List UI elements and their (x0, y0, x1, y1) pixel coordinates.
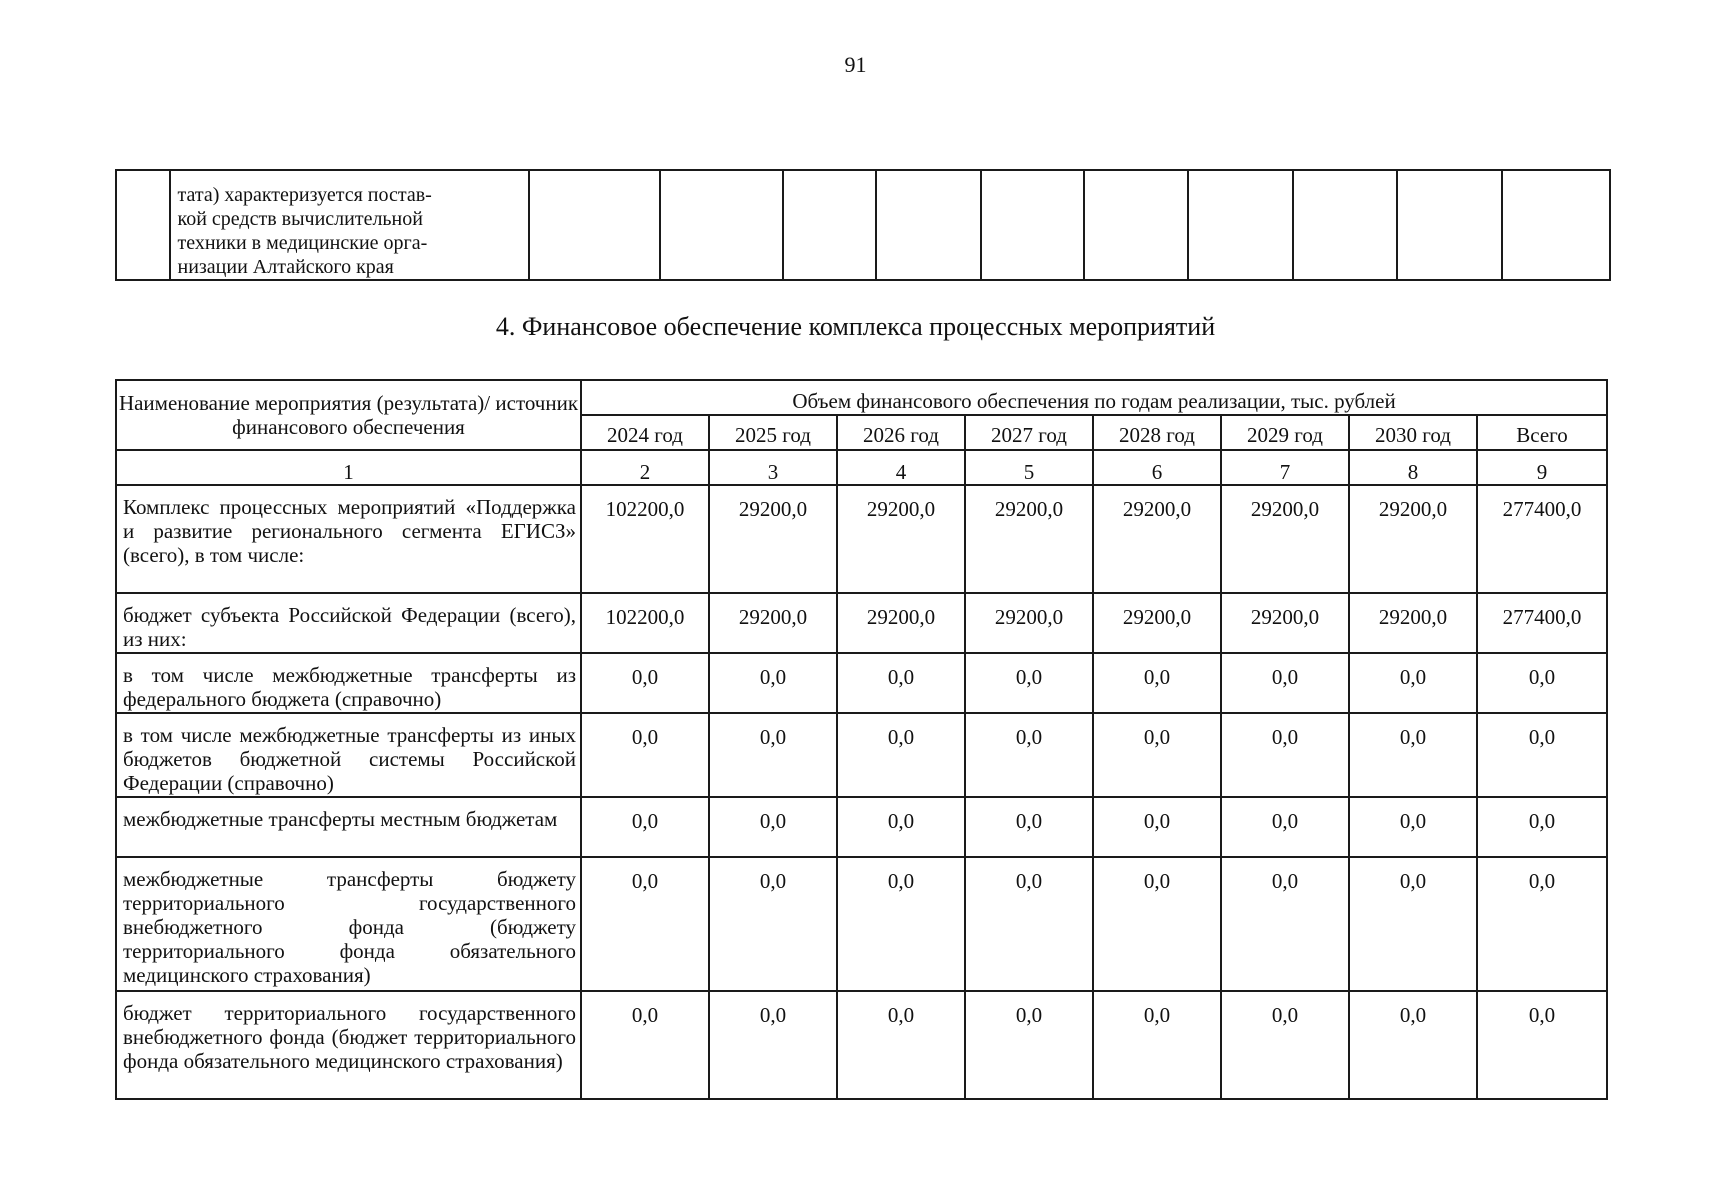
row-name: бюджет территориального государственного внебюджетного фонда (бюджет территориального фонда обязательного медицинского страхования) (116, 991, 581, 1099)
value-cell: 0,0 (837, 797, 965, 857)
value-cell: 0,0 (1093, 991, 1221, 1099)
year-header: 2029 год (1221, 415, 1349, 450)
value-cell: 0,0 (965, 797, 1093, 857)
value-cell: 0,0 (1349, 653, 1477, 713)
value-cell: 29200,0 (1349, 485, 1477, 593)
value-cell: 0,0 (1221, 713, 1349, 797)
column-number: 4 (837, 450, 965, 485)
year-header: 2027 год (965, 415, 1093, 450)
continuation-line: низации Алтайского края (177, 256, 394, 278)
page-number: 91 (844, 52, 867, 77)
continuation-cell (783, 170, 876, 280)
continuation-line: тата) характеризуется постав- (177, 184, 432, 206)
value-cell: 0,0 (581, 653, 709, 713)
value-cell: 0,0 (965, 653, 1093, 713)
column-number: 7 (1221, 450, 1349, 485)
value-cell: 0,0 (1349, 797, 1477, 857)
value-cell: 0,0 (1221, 991, 1349, 1099)
column-number: 3 (709, 450, 837, 485)
continuation-cell (981, 170, 1085, 280)
column-number: 5 (965, 450, 1093, 485)
total-cell: 0,0 (1477, 797, 1607, 857)
continuation-table (115, 169, 1611, 281)
value-cell: 0,0 (709, 653, 837, 713)
value-cell: 29200,0 (1349, 593, 1477, 653)
column-number: 1 (116, 450, 581, 485)
value-cell: 0,0 (1093, 857, 1221, 991)
total-cell: 0,0 (1477, 991, 1607, 1099)
value-cell: 0,0 (1093, 713, 1221, 797)
year-header: 2024 год (581, 415, 709, 450)
value-cell: 29200,0 (1093, 485, 1221, 593)
total-cell: 0,0 (1477, 653, 1607, 713)
value-cell: 29200,0 (1221, 593, 1349, 653)
continuation-cell (1397, 170, 1502, 280)
table-row (116, 991, 1607, 1099)
value-cell: 29200,0 (837, 485, 965, 593)
continuation-text-cell (170, 170, 530, 280)
table-row (116, 857, 1607, 991)
row-name: бюджет субъекта Российской Федерации (всего), из них: (116, 593, 581, 653)
total-cell: 0,0 (1477, 857, 1607, 991)
total-header: Всего (1477, 415, 1607, 450)
value-cell: 102200,0 (581, 593, 709, 653)
value-cell: 0,0 (965, 713, 1093, 797)
value-cell: 0,0 (965, 857, 1093, 991)
value-cell: 29200,0 (965, 593, 1093, 653)
value-cell: 0,0 (1349, 857, 1477, 991)
value-cell: 0,0 (1221, 857, 1349, 991)
value-cell: 0,0 (1221, 797, 1349, 857)
value-cell: 29200,0 (709, 593, 837, 653)
value-cell: 0,0 (581, 991, 709, 1099)
value-cell: 0,0 (581, 857, 709, 991)
table-row (116, 593, 1607, 653)
continuation-cell (1084, 170, 1188, 280)
column-number: 9 (1477, 450, 1607, 485)
value-cell: 29200,0 (1221, 485, 1349, 593)
column-number: 8 (1349, 450, 1477, 485)
value-cell: 0,0 (965, 991, 1093, 1099)
value-cell: 29200,0 (837, 593, 965, 653)
table-row (116, 653, 1607, 713)
row-name: межбюджетные трансферты местным бюджетам (116, 797, 581, 857)
row-name: в том числе межбюджетные трансферты из иных бюджетов бюджетной системы Российской Федерации (справочно) (116, 713, 581, 797)
value-cell: 0,0 (581, 713, 709, 797)
value-cell: 0,0 (837, 857, 965, 991)
value-cell: 0,0 (1221, 653, 1349, 713)
column-number: 2 (581, 450, 709, 485)
continuation-cell (1293, 170, 1397, 280)
column-number-row (116, 450, 1607, 485)
year-header: 2025 год (709, 415, 837, 450)
continuation-cell (1502, 170, 1610, 280)
value-cell: 0,0 (709, 991, 837, 1099)
total-cell: 277400,0 (1477, 593, 1607, 653)
value-cell: 0,0 (1093, 797, 1221, 857)
value-cell: 0,0 (837, 653, 965, 713)
continuation-cell (1188, 170, 1293, 280)
value-cell: 29200,0 (709, 485, 837, 593)
continuation-cell (116, 170, 170, 280)
continuation-line: техники в медицинские орга- (177, 232, 428, 254)
year-header: 2028 год (1093, 415, 1221, 450)
value-cell: 0,0 (837, 713, 965, 797)
row-name: Комплекс процессных мероприятий «Поддержка и развитие регионального сегмента ЕГИСЗ» (всего), в том числе: (116, 485, 581, 593)
header-span: Объем финансового обеспечения по годам реализации, тыс. рублей (581, 380, 1607, 415)
table-row (116, 485, 1607, 593)
header-row (116, 380, 1607, 415)
year-header: 2026 год (837, 415, 965, 450)
year-header: 2030 год (1349, 415, 1477, 450)
section-title: 4. Финансовое обеспечение комплекса процессных мероприятий (495, 312, 1216, 341)
total-cell: 0,0 (1477, 713, 1607, 797)
header-name: Наименование мероприятия (результата)/ источник финансового обеспечения (116, 380, 581, 450)
value-cell: 0,0 (581, 797, 709, 857)
total-cell: 277400,0 (1477, 485, 1607, 593)
value-cell: 102200,0 (581, 485, 709, 593)
row-name: межбюджетные трансферты бюджету территориального государственного внебюджетного фонда (бюджету территориального фонда обязательного медицинского страхования) (116, 857, 581, 991)
value-cell: 0,0 (709, 797, 837, 857)
value-cell: 29200,0 (1093, 593, 1221, 653)
value-cell: 0,0 (1093, 653, 1221, 713)
continuation-row (116, 170, 1610, 280)
table-row (116, 797, 1607, 857)
continuation-cell (529, 170, 660, 280)
value-cell: 0,0 (1349, 991, 1477, 1099)
continuation-cell (876, 170, 981, 280)
value-cell: 0,0 (837, 991, 965, 1099)
value-cell: 0,0 (709, 857, 837, 991)
table-row (116, 713, 1607, 797)
value-cell: 29200,0 (965, 485, 1093, 593)
value-cell: 0,0 (1349, 713, 1477, 797)
continuation-text (171, 171, 529, 279)
continuation-cell (660, 170, 783, 280)
row-name: в том числе межбюджетные трансферты из федерального бюджета (справочно) (116, 653, 581, 713)
continuation-line: кой средств вычислительной (177, 208, 423, 230)
column-number: 6 (1093, 450, 1221, 485)
value-cell: 0,0 (709, 713, 837, 797)
finance-table (115, 379, 1608, 1100)
